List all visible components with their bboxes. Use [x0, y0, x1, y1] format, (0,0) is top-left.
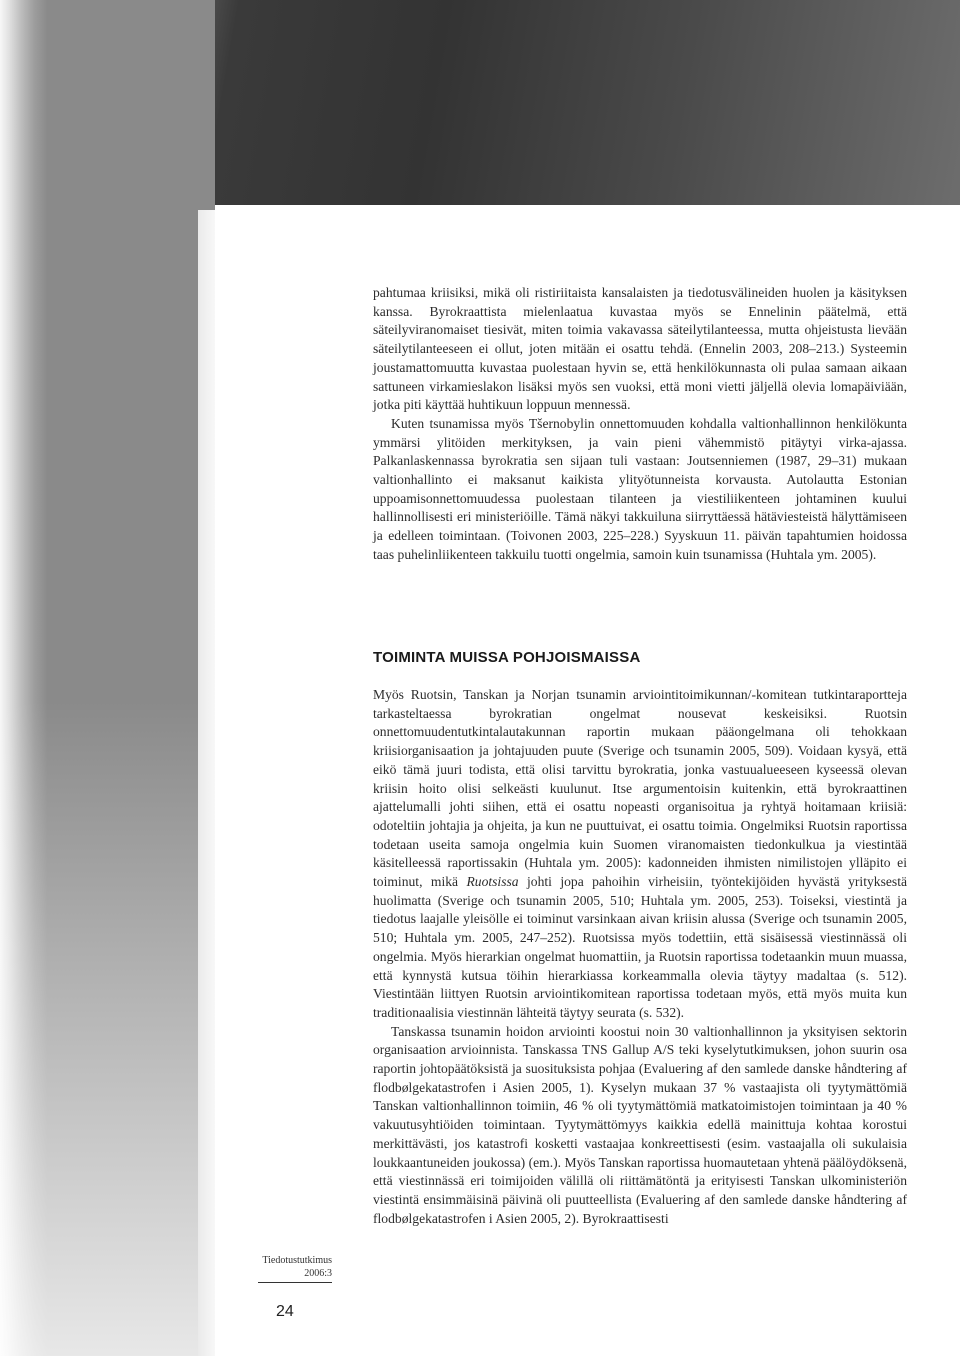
journal-footer: [236, 1254, 332, 1280]
footer-rule: [258, 1282, 332, 1283]
article-text-bottom: [373, 686, 907, 1228]
paragraph-3-part-1: Myös Ruotsin, Tanskan ja Norjan tsunamin arviointitoimikunnan/-komitean tutkintaraportteja tarkasteltaessa byrokratian ongelmat nousevat keskeisiksi. Ruotsin onnettomuudentutkintalautakunnan raportin mukaan pääongelmana oli tehokkaan kriisiorganisaation ja johtajuuden puute (Sverige och tsunamin 2005, 509). Voidaan kysyä, että eikö tämä juuri todista, että olisi tarvittu byrokratia, jonka vastuualueeseen kyseessä olevan kriisin hoito olisi selkeästi kuulunut. Itse argumentoisin kuitenkin, että byrokraattinen ajattelumalli johti siihen, että ei osattu nopeasti organisoitua ja ryhtyä hoitamaan kriisiä: odoteltiin johtajia ja ohjeita, ja kun ne puuttuivat, ei osattu toimia. Ongelmiksi Ruotsin raportissa todetaan useita samoja ongelmia kuin Suomen viranomaisten tiedonkulkua ja viestintää käsitelleessä raportissakin (Huhtala ym. 2005): kadonneiden ihmisten nimilistojen ylläpito ei toiminut, mikä: [373, 687, 907, 890]
article-text-top: [373, 284, 907, 565]
section-heading: TOIMINTA MUISSA POHJOISMAISSA: [373, 649, 641, 666]
page-number: 24: [276, 1303, 294, 1320]
paragraph-1: pahtumaa kriisiksi, mikä oli ristiriitaista kansalaisten ja tiedotusvälineiden huolen ja käsityksen kanssa. Byrokraattista mielenlaatua kuvastaa myös se Ennelinin päätelmä, että säteilyviranomaiset tiesivät, miten toimia vakavassa säteilytilanteessa, mutta ohjeistusta lievään säteilytilanteeseen ei ollut, joten mitään ei osattu tehdä. (Ennelin 2003, 208–213.) Systeemin joustamattomuutta kuvastaa puolestaan hyvin se, että henkilökunnasta oli pulaa samaan aikaan sattuneen virkamieslakon lisäksi myös sen vuoksi, että moni vietti jäljellä olevia lomapäiviään, jotka piti käyttää huhtikuun loppuun mennessä.: [373, 285, 907, 413]
paragraph-4: Tanskassa tsunamin hoidon arviointi koostui noin 30 valtionhallinnon ja yksityisen sektorin organisaation arvioinnista. Tanskassa TNS Gallup A/S teki kyselytutkimuksen, johon suurin osa raportin johtopäätöksistä ja suosituksista pohjaa (Evaluering af den samlede danske håndtering af flodbølgekatastrofen i Asien 2005, 1). Kyselyn mukaan 37 % vastaajista oli tyytymättömiä Tanskan valtionhallinnon toimiin, 46 % oli tyytymättömiä matkatoimistojen toimintaan ja 40 % vakuutusyhtiöiden toimintaan. Tyytymättömyys kaikkia edellä mainittuja kohtaa korostui merkittävästi, jos katastrofi kosketti vastaajaa konkreettisesti (esim. vastaajalla oli sukulaisia loukkaantuneiden joukossa) (em.). Myös Tanskan raportissa huomautetaan yhtenä päälöydöksenä, että viestinnässä eri toimijoiden välillä oli riittämätöntä ja erityisesti Tanskan ulkoministeriön viestintä ensimmäisinä päivinä oli puutteellista (Evaluering af den samlede danske håndtering af flodbølgekatastrofen i Asien 2005, 2). Byrokraattisesti: [373, 1023, 907, 1226]
journal-name: Tiedotustutkimus: [262, 1255, 332, 1266]
paragraph-2: Kuten tsunamissa myös Tšernobylin onnettomuuden kohdalla valtionhallinnon henkilökunta ymmärsi ylitöiden merkityksen, ja vain pieni vähemmistö pitäytyi virka-ajassa. Palkanlaskennassa byrokratia sen sijaan tuli vastaan: Joutsenniemen (1987, 29–31) mukaan valtionhallinto ei maksanut kaikista ylityötunneista korvausta. Autolautta Estonian uppoamisonnettomuudessa puolestaan tilanteen ja viestiliikenteen johtaminen kuului hallinnollisesti eri ministeriöille. Tämä näkyi takkuiluna siirryttäessä hätäviesteistä hälyttämiseen ja edelleen toimintaan. (Toivonen 2003, 225–228.) Syyskuun 11. päivän tapahtumien hoidossa taas puhelinliikenteen takkuilu tuotti ongelmia, samoin kuin tsunamissa (Huhtala ym. 2005).: [373, 415, 907, 562]
paragraph-3-italic: Ruotsissa: [466, 874, 519, 890]
journal-issue: 2006:3: [304, 1268, 332, 1279]
paragraph-3: [373, 686, 907, 1023]
scan-shadow-left-fade: [0, 700, 215, 1356]
paragraph-3-part-2: johti jopa pahoihin virheisiin, työntekijöiden hyvästä yrityksestä huolimatta (Sverige och tsunamin 2005, 510; Huhtala ym. 2005, 253). Toiseksi, viestintä ja tiedotus laajalle yleisölle ei toiminut varsinkaan aivan kriisin alussa (Sverige och tsunamin 2005, 510; Huhtala ym. 2005, 247–252). Ruotsissa myös todettiin, että sisäisessä viestinnässä oli ongelmia. Myös hierarkian ongelmat huomattiin, ja Ruotsin raportissa todetaankin muun muassa, että kynnystä kutsua töihin hierarkiassa korkeammalla olevia täytyy madaltaa (s. 512). Viestintään liittyen Ruotsin arviointikomitean raportissa todetaan myös, että myös muita kun traditionaalisia viestinnän lähteitä täytyy seurata (s. 532).: [373, 874, 908, 1020]
